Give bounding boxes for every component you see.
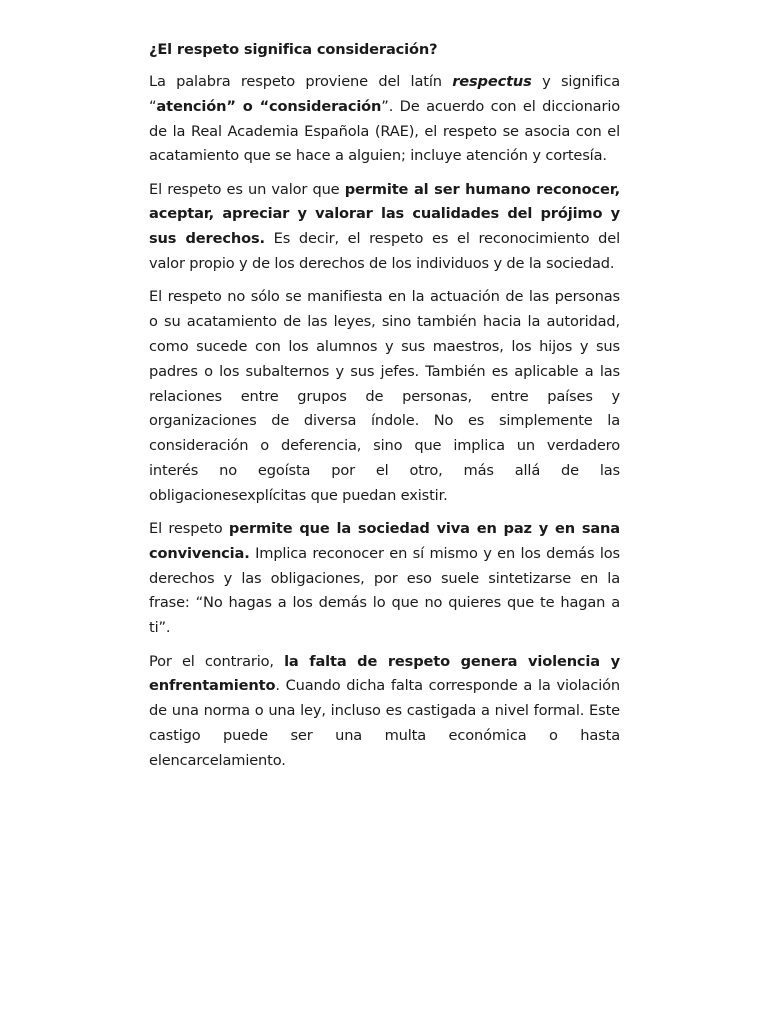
paragraph-text: ”. De acuerdo con el diccionario de la Real Academia Española (RAE), el respeto se asocia con el acatamiento que se hace a alguien; incluye atención y cortesía. bbox=[149, 97, 620, 165]
paragraph-coexistence bbox=[149, 517, 620, 641]
paragraph-text: Es decir, el respeto es el reconocimiento del valor propio y de los derechos de los individuos y de la sociedad. bbox=[149, 230, 620, 273]
paragraph-text: y significa “ bbox=[149, 73, 620, 115]
paragraph-text: Por el contrario, bbox=[149, 652, 285, 670]
document-title: ¿El respeto significa consideración? bbox=[149, 41, 438, 58]
emphasis-text: la falta de respeto genera violencia y enfrentamiento bbox=[149, 652, 620, 695]
paragraph-lack-of-respect bbox=[149, 650, 620, 774]
document-body bbox=[149, 38, 620, 782]
paragraph-text: El respeto bbox=[149, 520, 229, 538]
paragraph-text: Implica reconocer en sí mismo y en los demás los derechos y las obligaciones, por eso suele sintetizarse en la frase: “No hagas a los demás lo que no quieres que te hagan a ti”. bbox=[149, 544, 620, 637]
meaning-term: atención” o “consideración bbox=[156, 97, 382, 115]
paragraph-value bbox=[149, 178, 620, 277]
emphasis-text: permite al ser humano reconocer, aceptar, apreciar y valorar las cualidades del prójimo y sus derechos. bbox=[149, 180, 620, 248]
paragraph-etymology bbox=[149, 70, 620, 169]
emphasis-text: permite que la sociedad viva en paz y en sana convivencia. bbox=[149, 520, 620, 562]
paragraph-manifestation: El respeto no sólo se manifiesta en la actuación de las personas o su acatamiento de las leyes, sino también hacia la autoridad, como sucede con los alumnos y sus maestros, los hijos y sus padres o los subalternos y sus jefes. También es aplicable a las relaciones entre grupos de personas, entre países y organizaciones de diversa índole. No es simplemente la consideración o deferencia, sino que implica un verdadero interés no egoísta por el otro, más allá de las obligacionesexplícitas que puedan existir. bbox=[149, 288, 620, 504]
latin-term: respectus bbox=[452, 73, 532, 90]
paragraph-text: . Cuando dicha falta corresponde a la violación de una norma o una ley, incluso es castigada a nivel formal. Este castigo puede ser una multa económica o hasta elencarcelamiento. bbox=[149, 677, 620, 769]
paragraph-text: El respeto es un valor que bbox=[149, 180, 345, 198]
paragraph-text: La palabra respeto proviene del latín bbox=[149, 73, 453, 90]
